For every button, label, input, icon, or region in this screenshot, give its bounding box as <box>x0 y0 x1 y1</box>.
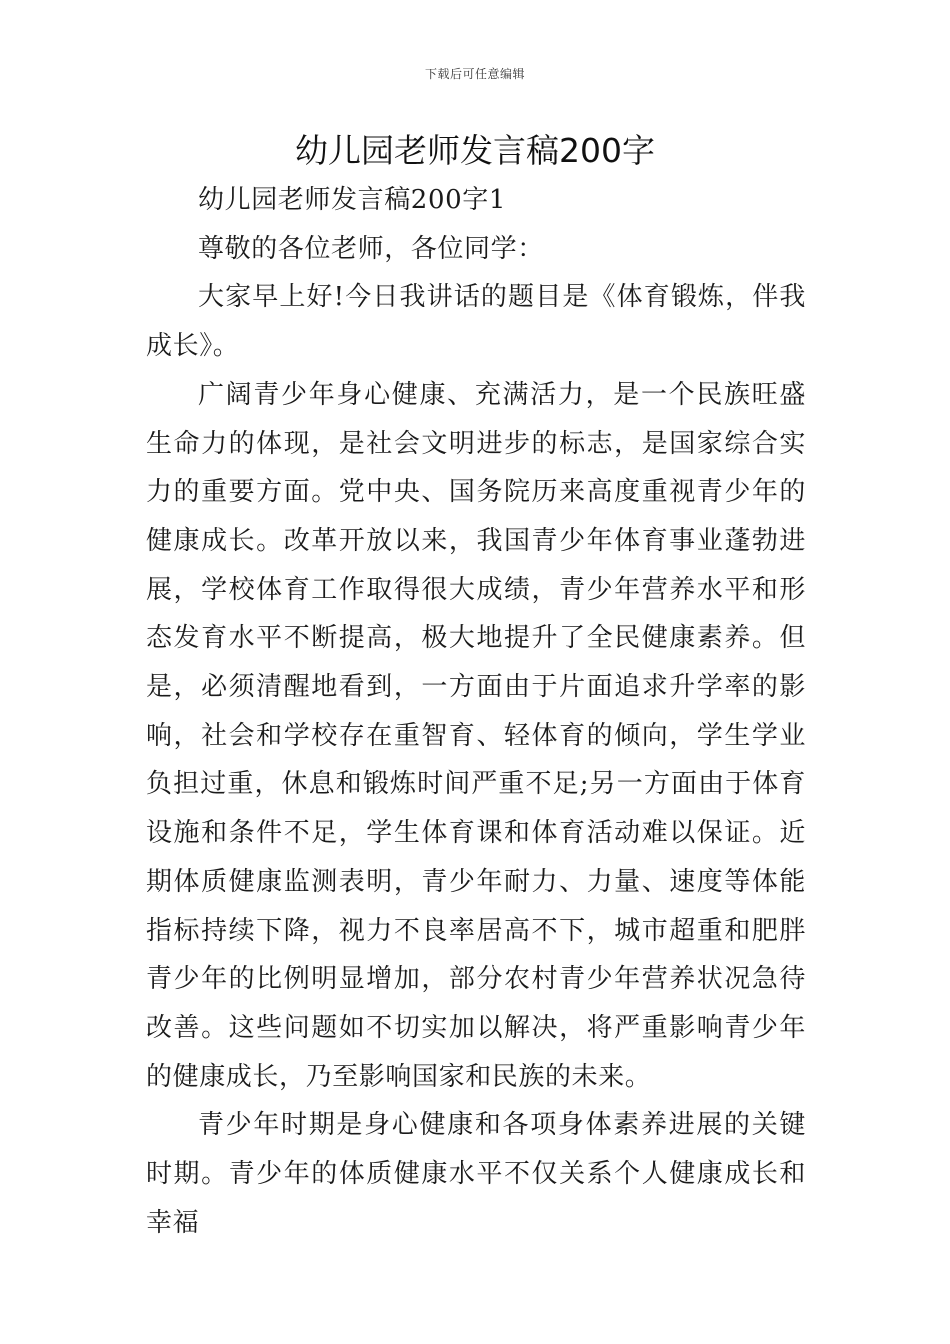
document-subtitle: 幼儿园老师发言稿200字1 <box>198 185 506 215</box>
document-body <box>146 176 806 1247</box>
paragraph-opening: 大家早上好!今日我讲话的题目是《体育锻炼，伴我成长》。 <box>146 282 806 362</box>
paragraph-continued: 青少年时期是身心健康和各项身体素养进展的关键时期。青少年的体质健康水平不仅关系个人健康成长和幸福 <box>146 1110 806 1238</box>
header-note: 下载后可任意编辑 <box>424 67 525 81</box>
document-title: 幼儿园老师发言稿200字 <box>295 131 655 170</box>
paragraph-main: 广阔青少年身心健康、充满活力，是一个民族旺盛生命力的体现，是社会文明进步的标志，是国家综合实力的重要方面。党中央、国务院历来高度重视青少年的健康成长。改革开放以来，我国青少年体育事业蓬勃进展，学校体育工作取得很大成绩，青少年营养水平和形态发育水平不断提高，极大地提升了全民健康素养。但是，必须清醒地看到，一方面由于片面追求升学率的影响，社会和学校存在重智育、轻体育的倾向，学生学业负担过重，休息和锻炼时间严重不足;另一方面由于体育设施和条件不足，学生体育课和体育活动难以保证。近期体质健康监测表明，青少年耐力、力量、速度等体能指标持续下降，视力不良率居高不下，城市超重和肥胖青少年的比例明显增加，部分农村青少年营养状况急待改善。这些问题如不切实加以解决，将严重影响青少年的健康成长，乃至影响国家和民族的未来。 <box>146 379 806 1092</box>
paragraph-greeting: 尊敬的各位老师，各位同学： <box>198 233 544 264</box>
